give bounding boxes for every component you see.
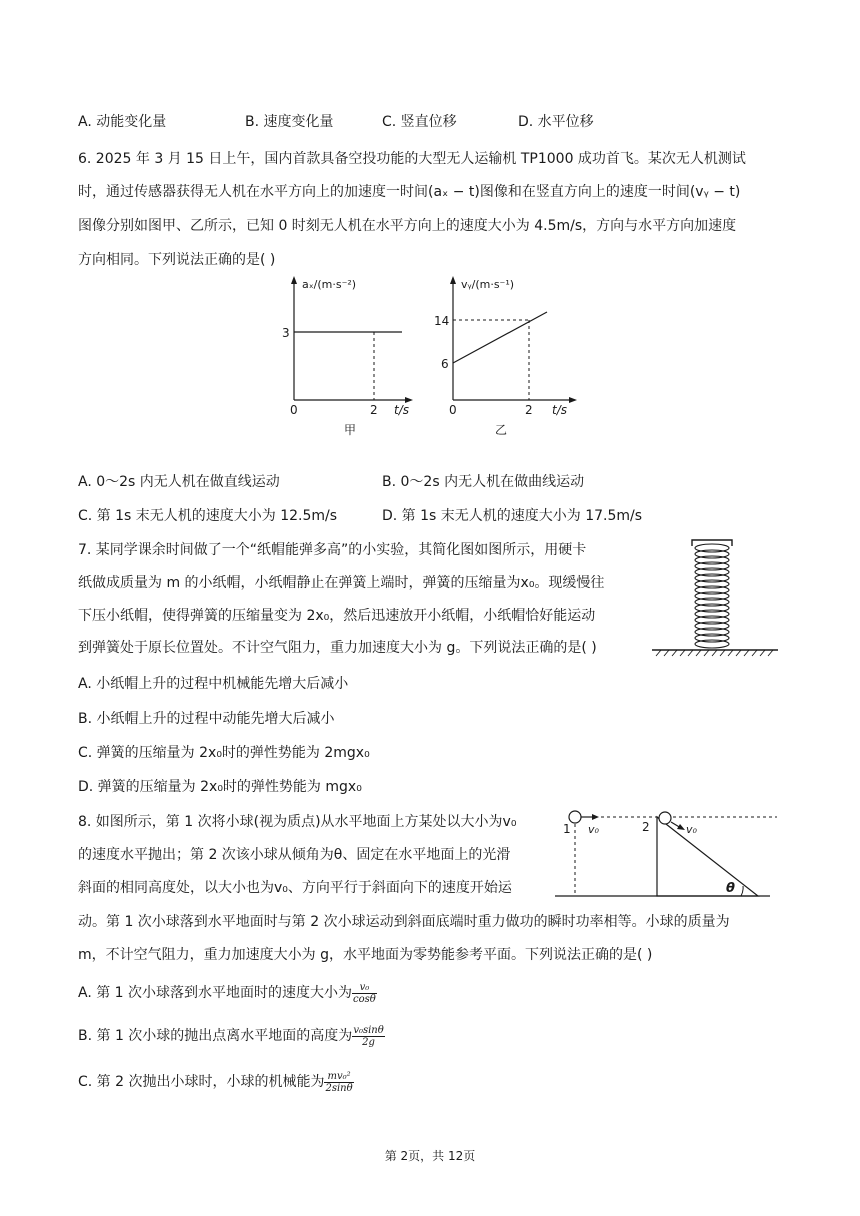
q7-stem-line-1: 7. 某同学课余时间做了一个“纸帽能弹多高”的小实验，其简化图如图所示，用硬卡: [78, 542, 587, 558]
q8-stem-line-3: 斜面的相同高度处，以大小也为v₀、方向平行于斜面向下的速度开始运: [78, 880, 512, 896]
ball-1-v-label: v₀: [588, 823, 599, 836]
q7-stem-line-3: 下压小纸帽，使得弹簧的压缩量变为 2x₀，然后迅速放开小纸帽，小纸帽恰好能运动: [78, 608, 596, 624]
q5-option-b: B. 速度变化量: [245, 114, 334, 130]
q5-option-a: A. 动能变化量: [78, 114, 167, 130]
yi-x-label: t/s: [552, 403, 567, 417]
q8-stem-line-2: 的速度水平抛出；第 2 次该小球从倾角为θ、固定在水平地面上的光滑: [78, 847, 511, 863]
jia-caption: 甲: [344, 423, 357, 437]
q8-stem-line-5: m，不计空气阻力，重力加速度大小为 g，水平地面为零势能参考平面。下列说法正确的是( ): [78, 947, 653, 963]
ground-hatching: [656, 650, 773, 656]
spring-coils: [695, 544, 729, 648]
q6-stem-line-4: 方向相同。下列说法正确的是( ): [78, 252, 276, 268]
yi-y-arrow: [450, 276, 456, 284]
q8-option-c-numerator: mv₀²: [324, 1071, 353, 1083]
jia-y-label: aₓ/(m·s⁻²): [302, 278, 357, 291]
q8-option-c-fraction: [324, 1071, 353, 1094]
yi-y-tick-high: 14: [434, 314, 450, 328]
yi-x-tick: 2: [525, 403, 533, 417]
q6-option-c: C. 第 1s 末无人机的速度大小为 12.5m/s: [78, 508, 338, 524]
angle-label: θ: [726, 881, 735, 896]
q8-option-b: [78, 1023, 385, 1049]
q6-graph-jia: [272, 270, 418, 440]
q8-option-a-text: A. 第 1 次小球落到水平地面时的速度大小为: [78, 985, 353, 1001]
q7-option-d: D. 弹簧的压缩量为 2x₀时的弹性势能为 mgx₀: [78, 779, 362, 795]
ball-2: [659, 812, 671, 824]
q6-graph-yi: [425, 270, 581, 440]
q6-stem-line-1: 6. 2025 年 3 月 15 日上午，国内首款具备空投功能的大型无人运输机 TP1000 成功首飞。某次无人机测试: [78, 151, 746, 167]
q8-option-a-numerator: v₀: [352, 982, 377, 994]
angle-arc: [741, 886, 743, 896]
q8-option-c-denominator: 2sinθ: [325, 1082, 353, 1094]
q6-option-b: B. 0～2s 内无人机在做曲线运动: [382, 474, 585, 490]
q8-option-b-fraction: [352, 1025, 384, 1048]
incline: [657, 817, 758, 896]
q8-option-a-denominator: cosθ: [353, 993, 376, 1005]
q6-stem-line-2: 时，通过传感器获得无人机在水平方向上的加速度一时间(aₓ − t)图像和在竖直方向上的速度一时间(vᵧ − t): [78, 184, 741, 200]
jia-y-arrow: [291, 276, 297, 284]
q5-option-c: C. 竖直位移: [382, 114, 457, 130]
yi-origin: 0: [449, 403, 457, 417]
q6-option-a: A. 0～2s 内无人机在做直线运动: [78, 474, 280, 490]
jia-x-label: t/s: [394, 403, 409, 417]
q7-option-a: A. 小纸帽上升的过程中机械能先增大后减小: [78, 676, 349, 692]
q7-option-c: C. 弹簧的压缩量为 2x₀时的弹性势能为 2mgx₀: [78, 745, 370, 761]
jia-x-tick: 2: [370, 403, 378, 417]
jia-y-tick: 3: [282, 326, 290, 340]
q7-stem-line-2: 纸做成质量为 m 的小纸帽，小纸帽静止在弹簧上端时，弹簧的压缩量为x₀。现缓慢往: [78, 575, 605, 591]
yi-x-arrow: [569, 397, 577, 403]
q5-option-d: D. 水平位移: [518, 114, 594, 130]
ball-2-label: 2: [642, 820, 650, 834]
q7-spring-figure: [650, 530, 780, 662]
q8-figure: [555, 806, 780, 902]
q8-stem-line-4: 动。第 1 次小球落到水平地面时与第 2 次小球运动到斜面底端时重力做功的瞬时功率相等。小球的质量为: [78, 914, 730, 930]
q8-option-a-fraction: [352, 982, 377, 1005]
q8-option-b-numerator: v₀sinθ: [353, 1024, 384, 1036]
yi-y-tick-low: 6: [441, 357, 449, 371]
q8-option-b-denominator: 2g: [362, 1036, 375, 1048]
q7-option-b: B. 小纸帽上升的过程中动能先增大后减小: [78, 711, 335, 727]
ball-1: [569, 811, 581, 823]
yi-y-label: vᵧ/(m·s⁻¹): [461, 278, 515, 291]
q8-option-b-text: B. 第 1 次小球的抛出点离水平地面的高度为: [78, 1028, 353, 1044]
page-footer: 第 2页，共 12页: [384, 1149, 476, 1163]
q8-stem-line-1: 8. 如图所示，第 1 次将小球(视为质点)从水平地面上方某处以大小为v₀: [78, 814, 517, 830]
q6-stem-line-3: 图像分别如图甲、乙所示，已知 0 时刻无人机在水平方向上的速度大小为 4.5m/s，方向与水平方向加速度: [78, 218, 737, 234]
paper-cap: [692, 540, 732, 546]
ball-2-v-label: v₀: [686, 823, 697, 836]
ball-1-label: 1: [563, 822, 571, 836]
q6-option-d: D. 第 1s 末无人机的速度大小为 17.5m/s: [382, 508, 643, 524]
yi-caption: 乙: [495, 423, 508, 437]
jia-origin: 0: [290, 403, 298, 417]
q7-stem-line-4: 到弹簧处于原长位置处。不计空气阻力，重力加速度大小为 g。下列说法正确的是( ): [78, 640, 597, 656]
q8-option-a: [78, 980, 377, 1006]
q8-option-c: [78, 1067, 354, 1097]
q5-options: [78, 112, 594, 132]
q8-option-c-text: C. 第 2 次抛出小球时，小球的机械能为: [78, 1074, 325, 1090]
